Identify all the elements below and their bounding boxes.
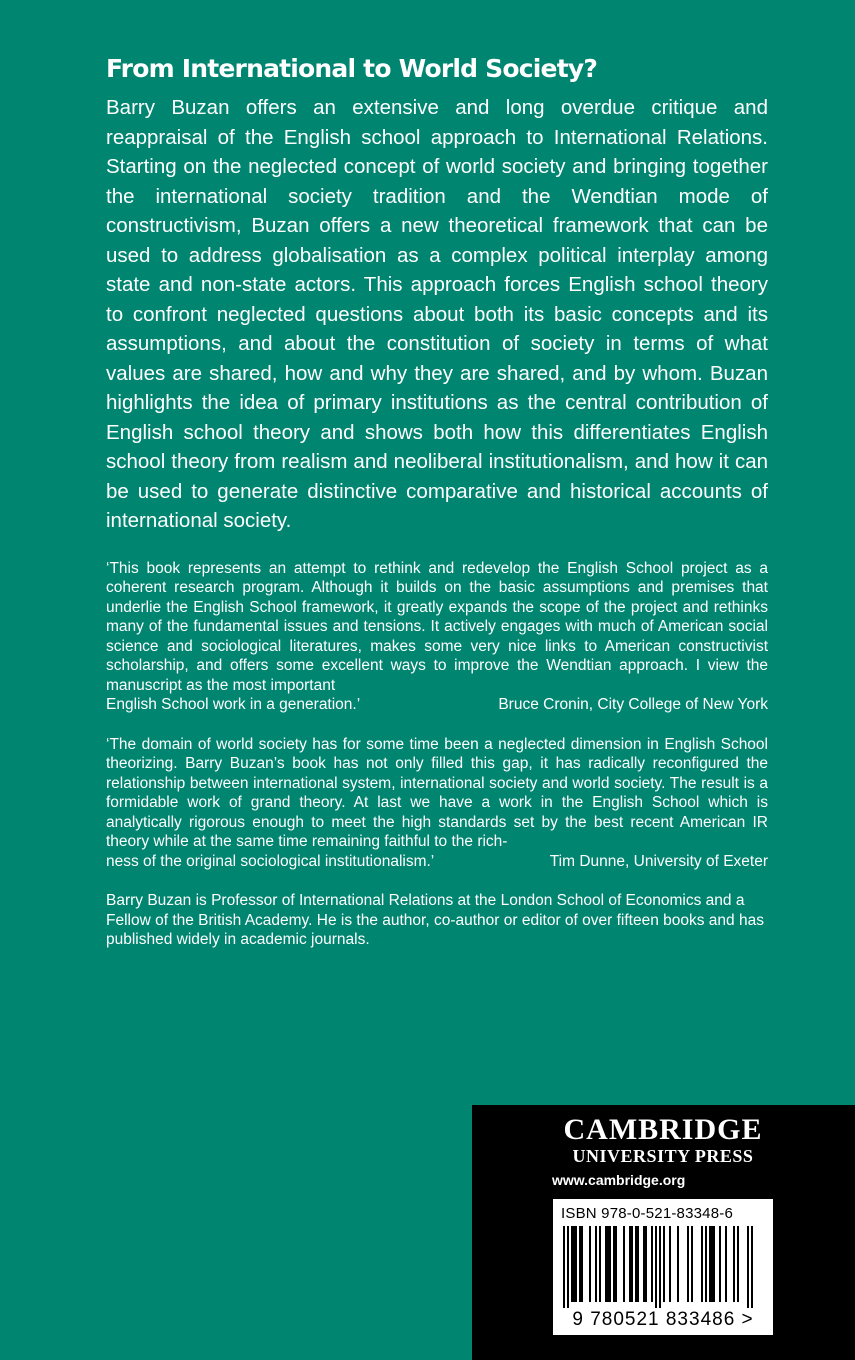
barcode-bar xyxy=(581,1226,583,1302)
isbn-barcode xyxy=(552,1198,774,1336)
barcode-bar xyxy=(613,1226,615,1302)
barcode-bar xyxy=(655,1226,657,1308)
barcode-bar xyxy=(567,1226,569,1308)
barcode-bar xyxy=(709,1226,711,1302)
barcode-bar xyxy=(575,1226,577,1302)
barcode-bar xyxy=(751,1226,753,1308)
barcode-bar xyxy=(701,1226,703,1302)
barcode-bar xyxy=(711,1226,713,1302)
book-blurb: Barry Buzan offers an extensive and long overdue critique and reappraisal of the English school approach to International Relations. Starting on the neglected concept of world society and bringing together the international society tradition and the Wendtian mode of constructivism, Buzan offers a new theoretical framework that can be used to address globalisation as a complex political interplay among state and non-state actors. This approach forces English school theory to confront neglected questions about both its basic concepts and its assumptions, and about the constitution of society in terms of what values are shared, how and why they are shared, and by whom. Buzan highlights the idea of primary institutions as the central contribution of English school theory and shows both how this differentiates English school theory from realism and neoliberal institutionalism, and how it can be used to generate distinctive comparative and historical accounts of international society. xyxy=(106,96,768,532)
barcode-bar xyxy=(663,1226,665,1302)
barcode-bar xyxy=(609,1226,611,1302)
endorsement-quote-1 xyxy=(106,559,768,715)
quote-attribution: Tim Dunne, University of Exeter xyxy=(549,852,768,870)
quote-text: ‘This book represents an attempt to rethink and redevelop the English School project as a coherent research program. Although it builds on the basic assumptions and premises that underlie the English School framework, it greatly expands the scope of the project and rethinks many of the fundamental issues and tensions. It actively engages with much of American social science and sociological literatures, makes some very nice links to American constructivist scholarship, and offers some excellent ways to improve the Wendtian approach. I view the manuscript as the most important xyxy=(106,559,768,694)
quote-last-line-row xyxy=(106,695,768,715)
barcode-bar xyxy=(651,1226,653,1302)
barcode-bar xyxy=(579,1226,581,1302)
barcode-bar xyxy=(725,1226,727,1302)
barcode-digits: 9 780521 833486 > xyxy=(572,1309,754,1330)
barcode-bar xyxy=(713,1226,715,1302)
barcode-bar xyxy=(645,1226,647,1302)
barcode-bar xyxy=(599,1226,601,1302)
barcode-bar xyxy=(607,1226,609,1302)
book-title: From International to World Society? xyxy=(106,54,598,83)
barcode-bar xyxy=(643,1226,645,1302)
barcode-bar xyxy=(573,1226,575,1302)
barcode-bar xyxy=(677,1226,679,1302)
barcode-bar xyxy=(733,1226,735,1302)
barcode-bar xyxy=(737,1226,739,1302)
back-cover-content xyxy=(106,52,768,950)
barcode-bar xyxy=(635,1226,637,1302)
barcode-bar xyxy=(687,1226,689,1302)
barcode-bar xyxy=(669,1226,671,1302)
publisher-name: CAMBRIDGE xyxy=(563,1113,763,1146)
barcode-bar xyxy=(637,1226,639,1302)
quote-last-line: English School work in a generation.’ xyxy=(106,696,361,713)
publisher-block xyxy=(472,1105,855,1360)
quote-text: ‘The domain of world society has for some time been a neglected dimension in English School theorizing. Barry Buzan’s book has not only filled this gap, it has radically reconfigured the relationship between international system, international society and world society. The result is a formidable work of grand theory. At last we have a work in the English School which is analytically rigorous enough to meet the high standards set by the best recent American IR theory while at the same time remaining faithful to the rich- xyxy=(106,735,768,850)
barcode-bar xyxy=(719,1226,721,1302)
barcode-bar xyxy=(631,1226,633,1302)
barcode-bar xyxy=(571,1226,573,1302)
barcode-bar xyxy=(605,1226,607,1302)
barcode-bar xyxy=(747,1226,749,1308)
endorsement-quote-2 xyxy=(106,735,768,872)
barcode-bars xyxy=(557,1226,769,1308)
quote-last-line-row xyxy=(106,852,768,872)
publisher-subtitle: UNIVERSITY PRESS xyxy=(572,1146,754,1166)
barcode-bar xyxy=(563,1226,565,1308)
barcode-bar xyxy=(629,1226,631,1302)
barcode-bar xyxy=(595,1226,597,1302)
quote-attribution: Bruce Cronin, City College of New York xyxy=(498,696,768,713)
barcode-bar xyxy=(705,1226,707,1302)
isbn-label: ISBN 978-0-521-83348-6 xyxy=(561,1205,734,1222)
barcode-bar xyxy=(691,1226,693,1302)
barcode-bar xyxy=(659,1226,661,1308)
quote-last-line: ness of the original sociological institutionalism.’ xyxy=(106,852,435,870)
author-bio: Barry Buzan is Professor of International Relations at the London School of Economics and a Fellow of the British Academy. He is the author, co-author or editor of over fifteen books and has published widely in academic journals. xyxy=(106,892,764,948)
barcode-bar xyxy=(589,1226,591,1302)
publisher-url: www.cambridge.org xyxy=(552,1172,686,1188)
barcode-bar xyxy=(615,1226,617,1302)
barcode-bar xyxy=(623,1226,625,1302)
